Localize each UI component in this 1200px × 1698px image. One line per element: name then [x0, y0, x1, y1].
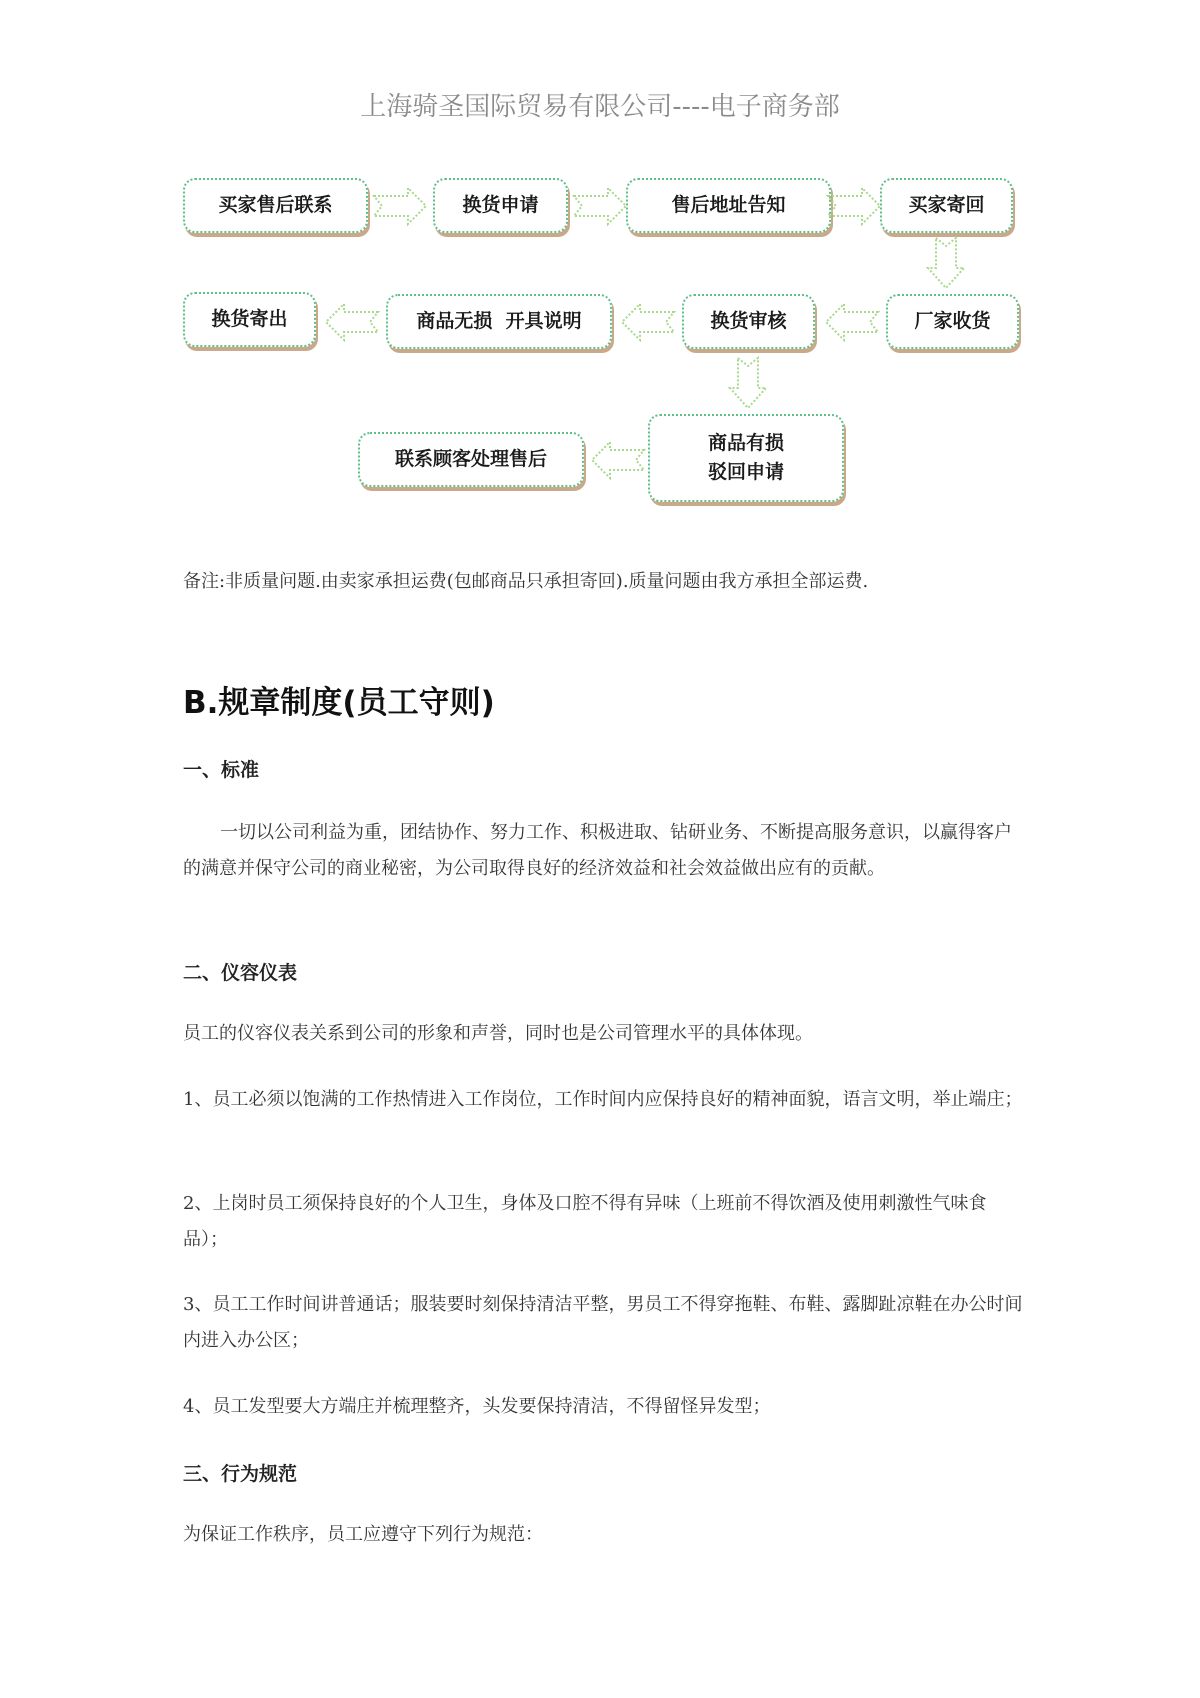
appearance-item-1: 1、员工必须以饱满的工作热情进入工作岗位，工作时间内应保持良好的精神面貌，语言文明，举止端庄；: [183, 1089, 1023, 1110]
flow-node-factory-receive: 厂家收货: [886, 294, 1019, 349]
flow-node-exchange-request: 换货申请: [433, 178, 568, 233]
heading-conduct: 三、行为规范: [183, 1463, 298, 1485]
arrow-left-icon: [590, 440, 646, 480]
shipping-note: 备注:非质量问题.由卖家承担运费(包邮商品只承担寄回).质量问题由我方承担全部运费.: [183, 571, 869, 592]
heading-standard: 一、标准: [183, 759, 260, 781]
arrow-left-icon: [824, 302, 880, 342]
flow-node-damaged-line2: 驳回申请: [707, 461, 784, 483]
arrow-left-icon: [620, 302, 676, 342]
flow-node-contact-customer: 联系顾客处理售后: [358, 432, 584, 487]
flow-node-damaged-reject: [648, 414, 844, 502]
appearance-item-3: 3、员工工作时间讲普通话；服装要时刻保持清洁平整，男员工不得穿拖鞋、布鞋、露脚趾凉鞋在办公时间内进入办公区；: [183, 1294, 1023, 1351]
flow-node-no-damage-explain: 商品无损 开具说明: [386, 294, 612, 349]
heading-appearance: 二、仪容仪表: [183, 962, 298, 984]
conduct-intro: 为保证工作秩序，员工应遵守下列行为规范：: [183, 1524, 543, 1545]
appearance-item-4: 4、员工发型要大方端庄并梳理整齐，头发要保持清洁，不得留怪异发型；: [183, 1396, 771, 1417]
arrow-down-icon: [728, 356, 768, 410]
arrow-right-icon: [372, 186, 428, 226]
appearance-item-2: 2、上岗时员工须保持良好的个人卫生，身体及口腔不得有异味（上班前不得饮酒及使用刺激性气味食品）；: [183, 1193, 987, 1250]
arrow-right-icon: [572, 186, 628, 226]
arrow-right-icon: [826, 186, 882, 226]
flow-node-ship-exchange: 换货寄出: [183, 292, 316, 347]
flow-node-damaged-line1: 商品有损: [707, 431, 784, 454]
flow-node-buyer-return: 买家寄回: [880, 178, 1013, 233]
page-title: 上海骑圣国际贸易有限公司----电子商务部: [360, 92, 840, 122]
arrow-down-icon: [926, 236, 966, 290]
appearance-intro: 员工的仪容仪表关系到公司的形象和声誉，同时也是公司管理水平的具体体现。: [183, 1023, 813, 1044]
arrow-left-icon: [324, 302, 380, 342]
flow-node-exchange-review: 换货审核: [682, 294, 815, 349]
flow-node-buyer-contact: 买家售后联系: [183, 178, 368, 233]
flow-node-address-notice: 售后地址告知: [626, 178, 831, 233]
section-title: B.规章制度(员工守则): [183, 685, 495, 721]
standard-body: 一切以公司利益为重，团结协作、努力工作、积极进取、钻研业务、不断提高服务意识，以赢得客户的满意并保守公司的商业秘密，为公司取得良好的经济效益和社会效益做出应有的贡献。: [183, 822, 1012, 879]
